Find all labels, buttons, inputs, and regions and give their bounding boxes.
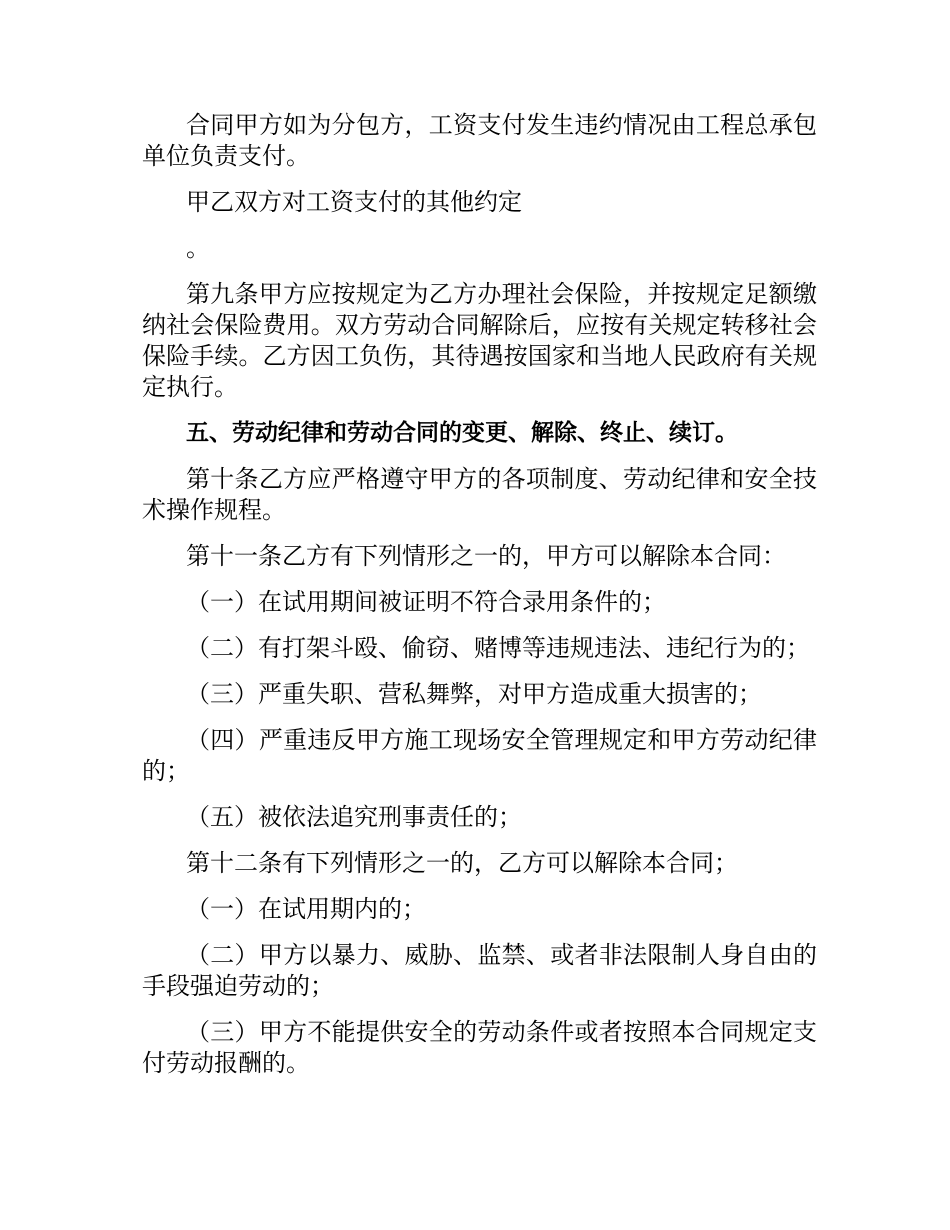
section-heading-5: 五、劳动纪律和劳动合同的变更、解除、终止、续订。 bbox=[186, 420, 738, 446]
paragraph-other-wage-agreement: 甲乙双方对工资支付的其他约定 bbox=[186, 188, 522, 216]
list-item-11-3: （三）严重失职、营私舞弊，对甲方造成重大损害的； bbox=[186, 680, 762, 708]
paragraph-article-10: 第十条乙方应严格遵守甲方的各项制度、劳动纪律和安全技术操作规程。 bbox=[142, 465, 817, 524]
list-item-12-2: （二）甲方以暴力、威胁、监禁、或者非法限制人身自由的手段强迫劳动的； bbox=[142, 941, 817, 1000]
list-item-12-3: （三）甲方不能提供安全的劳动条件或者按照本合同规定支付劳动报酬的。 bbox=[142, 1018, 817, 1077]
list-item-11-4: （四）严重违反甲方施工现场安全管理规定和甲方劳动纪律的； bbox=[142, 726, 817, 785]
list-item-11-5: （五）被依法追究刑事责任的； bbox=[186, 803, 522, 831]
paragraph-article-12: 第十二条有下列情形之一的，乙方可以解除本合同； bbox=[186, 849, 738, 877]
list-item-12-1: （一）在试用期内的； bbox=[186, 895, 426, 923]
paragraph-article-11: 第十一条乙方有下列情形之一的，甲方可以解除本合同： bbox=[186, 542, 786, 570]
list-item-11-1: （一）在试用期间被证明不符合录用条件的； bbox=[186, 588, 666, 616]
paragraph-subcontractor-wage: 合同甲方如为分包方，工资支付发生违约情况由工程总承包单位负责支付。 bbox=[142, 111, 817, 170]
paragraph-article-9: 第九条甲方应按规定为乙方办理社会保险，并按规定足额缴纳社会保险费用。双方劳动合同解除后，应按有关规定转移社会保险手续。乙方因工负伤，其待遇按国家和当地人民政府有关规定执行。 bbox=[142, 280, 817, 401]
paragraph-period: 。 bbox=[186, 234, 210, 262]
document-body bbox=[142, 110, 817, 1094]
list-item-11-2: （二）有打架斗殴、偷窃、赌博等违规违法、违纪行为的； bbox=[186, 634, 810, 662]
